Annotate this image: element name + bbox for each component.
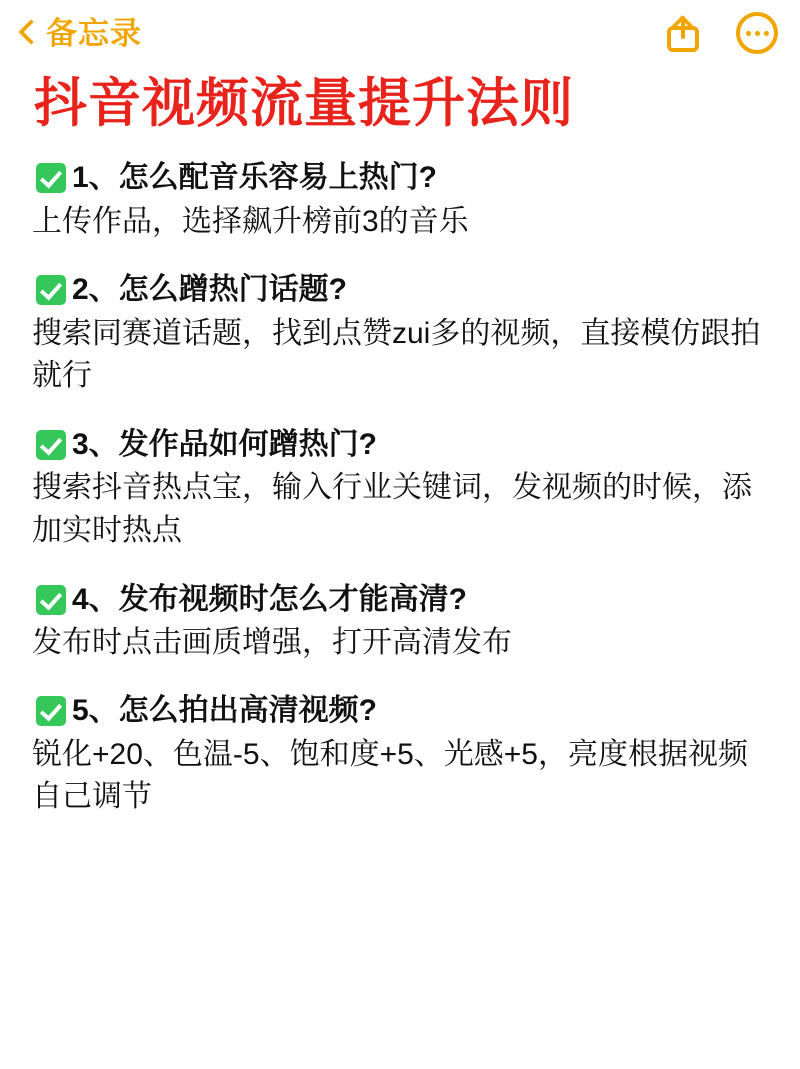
note-content (0, 66, 800, 819)
check-icon (36, 275, 66, 305)
note-item-1 (30, 157, 770, 243)
more-ellipsis-icon[interactable] (736, 12, 778, 54)
check-icon (36, 430, 66, 460)
top-navigation-bar (0, 0, 800, 66)
note-item-1-question: 1、怎么配音乐容易上热门? (72, 161, 438, 195)
note-item-5-question-line (36, 690, 770, 731)
note-item-1-answer: 上传作品，选择飙升榜前3的音乐 (32, 204, 469, 238)
back-button[interactable] (14, 16, 142, 50)
note-item-1-question-line (36, 157, 770, 198)
note-item-3-question-line (36, 424, 770, 465)
note-item-5-answer: 锐化+20、色温-5、饱和度+5、光感+5，亮度根据视频自己调节 (32, 737, 748, 814)
more-dot-2 (755, 31, 760, 36)
note-item-5 (30, 690, 770, 819)
check-icon (36, 696, 66, 726)
note-item-4-answer: 发布时点击画质增强，打开高清发布 (32, 625, 512, 659)
note-title: 抖音视频流量提升法则 (34, 74, 574, 133)
check-icon (36, 585, 66, 615)
note-item-3-answer: 搜索抖音热点宝，输入行业关键词，发视频的时候，添加实时热点 (32, 471, 752, 547)
note-item-5-question: 5、怎么拍出高清视频? (72, 694, 378, 728)
navbar-actions (664, 12, 778, 54)
note-item-3-question: 3、发作品如何蹭热门? (72, 427, 378, 461)
more-dot-1 (746, 31, 751, 36)
note-item-3 (30, 424, 770, 553)
note-item-4 (30, 579, 770, 665)
back-button-label: 备忘录 (46, 15, 142, 51)
note-item-2 (30, 269, 770, 398)
more-dot-3 (764, 31, 769, 36)
chevron-left-icon (14, 16, 40, 50)
note-item-2-question-line (36, 269, 770, 310)
note-item-4-question: 4、发布视频时怎么才能高清? (72, 582, 468, 616)
share-icon[interactable] (664, 12, 702, 54)
note-item-2-answer: 搜索同赛道话题，找到点赞zui多的视频，直接模仿跟拍就行 (32, 316, 761, 393)
note-item-4-question-line (36, 579, 770, 620)
check-icon (36, 163, 66, 193)
note-item-2-question: 2、怎么蹭热门话题? (72, 273, 348, 307)
